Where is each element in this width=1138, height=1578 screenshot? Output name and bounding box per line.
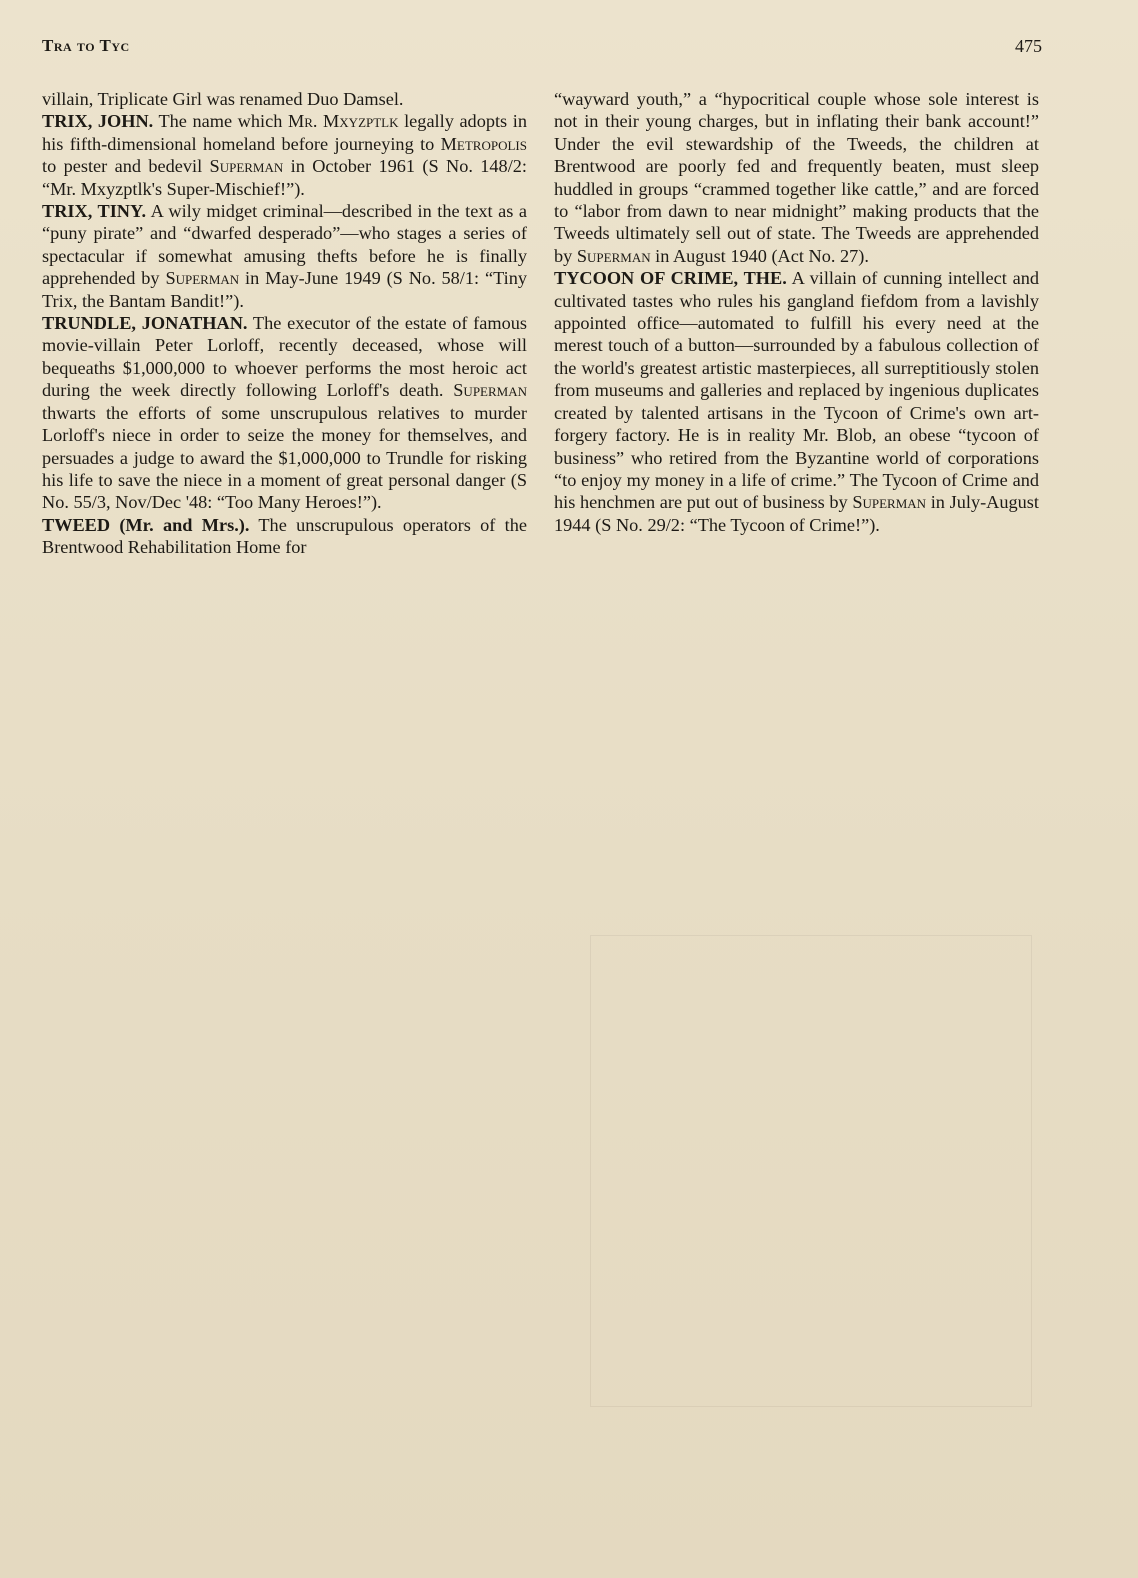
show-through-artwork bbox=[590, 935, 1032, 1407]
continuation-text: villain, Triplicate Girl was renamed Duo Damsel. bbox=[42, 89, 404, 109]
name-reference: Superman bbox=[453, 380, 527, 401]
running-head: Tra to Tyc bbox=[42, 36, 130, 55]
entry-text: in May-June 1949 (S No. 58/1: “Tiny Trix, the Bantam Bandit!”). bbox=[42, 268, 527, 311]
left-column bbox=[42, 88, 527, 559]
headword: TRIX, JOHN. bbox=[42, 111, 154, 132]
entry-trix-john bbox=[42, 110, 527, 200]
entry-text: in October 1961 (S No. 148/2: “Mr. Mxyzptlk's Super-Mischief!”). bbox=[42, 156, 527, 199]
right-column bbox=[554, 88, 1039, 536]
entry-text: The executor of the estate of famous movie-villain Peter Lorloff, recently deceased, whose will bequeaths $1,000,000 to whoever performs the most heroic act during the week directly following Lorloff's death. bbox=[42, 313, 527, 401]
page-number: 475 bbox=[1015, 36, 1042, 56]
entry-tycoon-of-crime bbox=[554, 267, 1039, 536]
entry-text: in August 1940 (Act No. 27). bbox=[650, 245, 869, 266]
name-reference: Superman bbox=[209, 156, 284, 177]
name-reference: Mr. Mxyzptlk bbox=[287, 111, 399, 132]
headword: TYCOON OF CRIME, THE. bbox=[554, 268, 787, 289]
entry-text: in July-August 1944 (S No. 29/2: “The Tycoon of Crime!”). bbox=[554, 492, 1039, 535]
entry-tweed bbox=[42, 514, 527, 559]
entry-text: to pester and bedevil bbox=[42, 156, 210, 177]
name-reference: Superman bbox=[165, 268, 240, 289]
entry-text: The name which bbox=[153, 111, 288, 132]
entry-tweed-continued bbox=[554, 88, 1039, 267]
entry-text: A wily midget criminal—described in the text as a “puny pirate” and “dwarfed desperado”—who stages a series of spectacular if somewhat amusing thefts before he is finally apprehended by bbox=[42, 201, 527, 289]
name-reference: Superman bbox=[576, 245, 651, 266]
entry-trix-tiny bbox=[42, 200, 527, 312]
entry-trundle-jonathan bbox=[42, 312, 527, 514]
headword: TRIX, TINY. bbox=[42, 201, 147, 222]
name-reference: Superman bbox=[852, 492, 927, 513]
place-reference: Metropolis bbox=[440, 133, 527, 154]
entry-text: A villain of cunning intellect and cultivated tastes who rules his gangland fiefdom from a lavishly appointed office—automated to fulfill his every need at the merest touch of a button—surrounded by a fabulous collection of the world's greatest artistic masterpieces, all surreptitiously stolen from museums and galleries and replaced by ingenious duplicates created by talented artisans in the Tycoon of Crime's own art-forgery factory. He is in reality Mr. Blob, an obese “tycoon of business” who retired from the Byzantine world of corporations “to enjoy my money in a life of crime.” The Tycoon of Crime and his henchmen are put out of business by bbox=[554, 268, 1040, 513]
entry-text: “wayward youth,” a “hypocritical couple whose sole interest is not in their young charges, but in inflating their bank account!” Under the evil stewardship of the Tweeds, the children at Brentwood are poorly fed and frequently beaten, must sleep huddled in groups “crammed together like cattle,” and are forced to “labor from dawn to near midnight” making products that the Tweeds ultimately sell out of state. The Tweeds are apprehended by bbox=[554, 89, 1039, 266]
entry-text: thwarts the efforts of some unscrupulous relatives to murder Lorloff's niece in order to seize the money for themselves, and persuades a judge to award the $1,000,000 to Trundle for risking his life to save the niece in a moment of great personal danger (S No. 55/3, Nov/Dec '48: “Too Many Heroes!”). bbox=[42, 402, 527, 513]
entry-text: legally adopts in his fifth-dimensional homeland before journeying to bbox=[42, 111, 527, 154]
headword: TWEED (Mr. and Mrs.). bbox=[42, 514, 250, 535]
entry-text: The unscrupulous operators of the Brentwood Rehabilitation Home for bbox=[42, 514, 527, 558]
headword: TRUNDLE, JONATHAN. bbox=[42, 313, 248, 334]
